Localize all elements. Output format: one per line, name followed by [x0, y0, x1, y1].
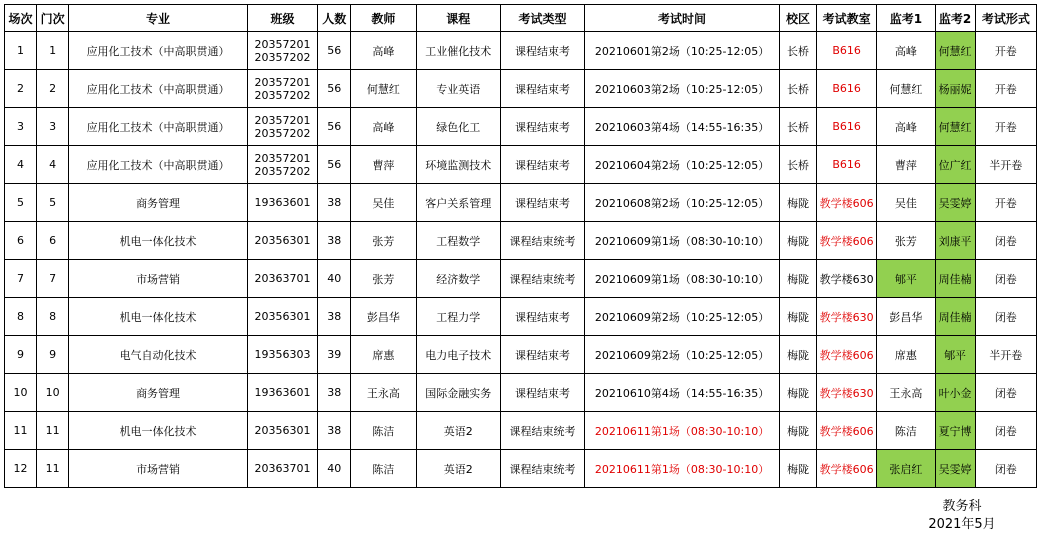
exam-room-cell: 教学楼630: [817, 298, 877, 336]
invigilator-2-cell: 杨丽妮: [935, 70, 975, 108]
invigilator-2-cell: 何慧红: [935, 32, 975, 70]
teacher-cell: 吴佳: [351, 184, 416, 222]
exam-time-cell: 20210610第4场（14:55-16:35）: [585, 374, 780, 412]
exam-time-cell: 20210603第4场（14:55-16:35）: [585, 108, 780, 146]
major-cell: 机电一体化技术: [69, 412, 248, 450]
campus-cell: 梅陇: [779, 260, 816, 298]
exam-room-cell: 教学楼630: [817, 260, 877, 298]
exam-type-cell: 课程结束考: [500, 298, 584, 336]
campus-cell: 梅陇: [779, 222, 816, 260]
session-cell: 10: [5, 374, 37, 412]
student-count-cell: 40: [318, 260, 351, 298]
exam-time-cell: 20210609第2场（10:25-12:05）: [585, 298, 780, 336]
class-code: 19356303: [254, 348, 311, 361]
exam-type-cell: 课程结束考: [500, 184, 584, 222]
student-count-cell: 39: [318, 336, 351, 374]
header-cell: 考试教室: [817, 5, 877, 32]
class-code: 20357201: [254, 75, 311, 89]
major-cell: 市场营销: [69, 450, 248, 488]
class-code: 20356301: [254, 424, 311, 437]
exam-form-cell: 闭卷: [975, 260, 1036, 298]
exam-room-cell: 教学楼606: [817, 412, 877, 450]
invigilator-2-cell: 郇平: [935, 336, 975, 374]
class-cell: [247, 412, 317, 450]
invigilator-1-cell: 席惠: [877, 336, 935, 374]
course-number-cell: 7: [37, 260, 69, 298]
major-cell: 商务管理: [69, 184, 248, 222]
exam-room-cell: B616: [817, 146, 877, 184]
exam-room-cell: 教学楼606: [817, 184, 877, 222]
exam-type-cell: 课程结束考: [500, 70, 584, 108]
exam-room-cell: 教学楼606: [817, 222, 877, 260]
exam-time-cell: 20210609第1场（08:30-10:10）: [585, 260, 780, 298]
exam-form-cell: 半开卷: [975, 146, 1036, 184]
header-cell: 校区: [779, 5, 816, 32]
class-cell: [247, 146, 317, 184]
exam-type-cell: 课程结束考: [500, 32, 584, 70]
session-cell: 7: [5, 260, 37, 298]
invigilator-2-cell: 叶小金: [935, 374, 975, 412]
exam-form-cell: 半开卷: [975, 336, 1036, 374]
teacher-cell: 彭昌华: [351, 298, 416, 336]
session-cell: 8: [5, 298, 37, 336]
teacher-cell: 王永高: [351, 374, 416, 412]
header-cell: 门次: [37, 5, 69, 32]
course-cell: 专业英语: [416, 70, 500, 108]
exam-time-cell: 20210609第2场（10:25-12:05）: [585, 336, 780, 374]
exam-type-cell: 课程结束统考: [500, 412, 584, 450]
header-cell: 教师: [351, 5, 416, 32]
class-cell: [247, 260, 317, 298]
table-body: [5, 32, 1037, 488]
campus-cell: 长桥: [779, 146, 816, 184]
invigilator-2-cell: 吴雯婷: [935, 184, 975, 222]
major-cell: 应用化工技术（中高职贯通）: [69, 146, 248, 184]
teacher-cell: 高峰: [351, 108, 416, 146]
teacher-cell: 曹萍: [351, 146, 416, 184]
exam-form-cell: 闭卷: [975, 374, 1036, 412]
teacher-cell: 陈洁: [351, 450, 416, 488]
class-cell: [247, 70, 317, 108]
class-cell: [247, 298, 317, 336]
invigilator-1-cell: 高峰: [877, 32, 935, 70]
major-cell: 机电一体化技术: [69, 298, 248, 336]
class-cell: [247, 108, 317, 146]
invigilator-2-cell: 周佳楠: [935, 260, 975, 298]
exam-room-cell: 教学楼630: [817, 374, 877, 412]
exam-type-cell: 课程结束统考: [500, 260, 584, 298]
class-cell: [247, 336, 317, 374]
header-cell: 课程: [416, 5, 500, 32]
invigilator-2-cell: 何慧红: [935, 108, 975, 146]
course-number-cell: 5: [37, 184, 69, 222]
student-count-cell: 38: [318, 222, 351, 260]
invigilator-2-cell: 刘康平: [935, 222, 975, 260]
course-cell: 电力电子技术: [416, 336, 500, 374]
campus-cell: 梅陇: [779, 374, 816, 412]
class-cell: [247, 32, 317, 70]
table-row: [5, 108, 1037, 146]
invigilator-1-cell: 张芳: [877, 222, 935, 260]
course-cell: 工程数学: [416, 222, 500, 260]
session-cell: 12: [5, 450, 37, 488]
course-number-cell: 2: [37, 70, 69, 108]
exam-form-cell: 闭卷: [975, 222, 1036, 260]
major-cell: 应用化工技术（中高职贯通）: [69, 32, 248, 70]
campus-cell: 长桥: [779, 32, 816, 70]
class-code: 20363701: [254, 462, 311, 475]
exam-form-cell: 闭卷: [975, 412, 1036, 450]
invigilator-2-cell: 周佳楠: [935, 298, 975, 336]
student-count-cell: 38: [318, 184, 351, 222]
invigilator-1-cell: 王永高: [877, 374, 935, 412]
teacher-cell: 陈洁: [351, 412, 416, 450]
course-cell: 英语2: [416, 450, 500, 488]
header-cell: 考试时间: [585, 5, 780, 32]
exam-form-cell: 闭卷: [975, 450, 1036, 488]
course-cell: 工程力学: [416, 298, 500, 336]
course-cell: 工业催化技术: [416, 32, 500, 70]
class-code: 20357202: [254, 50, 311, 64]
campus-cell: 梅陇: [779, 184, 816, 222]
class-cell: [247, 184, 317, 222]
session-cell: 3: [5, 108, 37, 146]
exam-time-cell: 20210603第2场（10:25-12:05）: [585, 70, 780, 108]
table-row: [5, 32, 1037, 70]
course-number-cell: 8: [37, 298, 69, 336]
campus-cell: 梅陇: [779, 412, 816, 450]
header-row: [5, 5, 1037, 32]
campus-cell: 长桥: [779, 70, 816, 108]
header-cell: 人数: [318, 5, 351, 32]
class-code: 20363701: [254, 272, 311, 285]
invigilator-1-cell: 何慧红: [877, 70, 935, 108]
teacher-cell: 高峰: [351, 32, 416, 70]
invigilator-1-cell: 陈洁: [877, 412, 935, 450]
class-code: 20357202: [254, 126, 311, 140]
course-cell: 环境监测技术: [416, 146, 500, 184]
exam-room-cell: B616: [817, 70, 877, 108]
footer-date: 2021年5月: [928, 517, 996, 532]
table-row: [5, 146, 1037, 184]
exam-time-cell: 20210601第2场（10:25-12:05）: [585, 32, 780, 70]
course-number-cell: 6: [37, 222, 69, 260]
class-code: 20357201: [254, 151, 311, 165]
exam-time-cell: 20210611第1场（08:30-10:10）: [585, 412, 780, 450]
invigilator-2-cell: 位广红: [935, 146, 975, 184]
header-cell: 监考1: [877, 5, 935, 32]
exam-room-cell: B616: [817, 108, 877, 146]
invigilator-1-cell: 郇平: [877, 260, 935, 298]
table-row: [5, 336, 1037, 374]
major-cell: 应用化工技术（中高职贯通）: [69, 70, 248, 108]
major-cell: 市场营销: [69, 260, 248, 298]
major-cell: 应用化工技术（中高职贯通）: [69, 108, 248, 146]
teacher-cell: 何慧红: [351, 70, 416, 108]
invigilator-1-cell: 张启红: [877, 450, 935, 488]
table-row: [5, 70, 1037, 108]
invigilator-1-cell: 高峰: [877, 108, 935, 146]
major-cell: 机电一体化技术: [69, 222, 248, 260]
course-cell: 绿色化工: [416, 108, 500, 146]
campus-cell: 梅陇: [779, 450, 816, 488]
header-cell: 班级: [247, 5, 317, 32]
course-number-cell: 11: [37, 412, 69, 450]
exam-time-cell: 20210611第1场（08:30-10:10）: [585, 450, 780, 488]
student-count-cell: 38: [318, 298, 351, 336]
session-cell: 2: [5, 70, 37, 108]
course-number-cell: 4: [37, 146, 69, 184]
class-code: 20356301: [254, 310, 311, 323]
class-code: 20357202: [254, 164, 311, 178]
exam-form-cell: 开卷: [975, 70, 1036, 108]
footer-department: 教务科: [942, 499, 982, 514]
course-cell: 经济数学: [416, 260, 500, 298]
exam-time-cell: 20210608第2场（10:25-12:05）: [585, 184, 780, 222]
session-cell: 1: [5, 32, 37, 70]
table-row: [5, 184, 1037, 222]
major-cell: 电气自动化技术: [69, 336, 248, 374]
exam-schedule-table: [4, 4, 1037, 488]
invigilator-1-cell: 曹萍: [877, 146, 935, 184]
header-cell: 考试类型: [500, 5, 584, 32]
table-row: [5, 260, 1037, 298]
table-row: [5, 412, 1037, 450]
class-cell: [247, 450, 317, 488]
invigilator-1-cell: 彭昌华: [877, 298, 935, 336]
student-count-cell: 56: [318, 70, 351, 108]
session-cell: 6: [5, 222, 37, 260]
exam-type-cell: 课程结束考: [500, 108, 584, 146]
table-row: [5, 222, 1037, 260]
session-cell: 11: [5, 412, 37, 450]
exam-room-cell: 教学楼606: [817, 450, 877, 488]
class-code: 20357201: [254, 113, 311, 127]
course-cell: 国际金融实务: [416, 374, 500, 412]
exam-type-cell: 课程结束考: [500, 374, 584, 412]
campus-cell: 梅陇: [779, 336, 816, 374]
exam-room-cell: 教学楼606: [817, 336, 877, 374]
student-count-cell: 56: [318, 108, 351, 146]
exam-time-cell: 20210604第2场（10:25-12:05）: [585, 146, 780, 184]
invigilator-2-cell: 吴雯婷: [935, 450, 975, 488]
exam-type-cell: 课程结束考: [500, 336, 584, 374]
table-row: [5, 298, 1037, 336]
teacher-cell: 张芳: [351, 222, 416, 260]
campus-cell: 长桥: [779, 108, 816, 146]
header-cell: 场次: [5, 5, 37, 32]
student-count-cell: 56: [318, 32, 351, 70]
class-cell: [247, 374, 317, 412]
exam-form-cell: 开卷: [975, 108, 1036, 146]
exam-form-cell: 开卷: [975, 32, 1036, 70]
course-number-cell: 1: [37, 32, 69, 70]
class-code: 20357201: [254, 37, 311, 51]
student-count-cell: 56: [318, 146, 351, 184]
header-cell: 监考2: [935, 5, 975, 32]
course-cell: 英语2: [416, 412, 500, 450]
table-row: [5, 450, 1037, 488]
class-code: 20356301: [254, 234, 311, 247]
course-number-cell: 9: [37, 336, 69, 374]
campus-cell: 梅陇: [779, 298, 816, 336]
student-count-cell: 38: [318, 412, 351, 450]
major-cell: 商务管理: [69, 374, 248, 412]
header-cell: 专业: [69, 5, 248, 32]
table-row: [5, 374, 1037, 412]
class-cell: [247, 222, 317, 260]
teacher-cell: 张芳: [351, 260, 416, 298]
exam-room-cell: B616: [817, 32, 877, 70]
class-code: 19363601: [254, 386, 311, 399]
course-number-cell: 10: [37, 374, 69, 412]
exam-type-cell: 课程结束统考: [500, 450, 584, 488]
class-code: 19363601: [254, 196, 311, 209]
header-cell: 考试形式: [975, 5, 1036, 32]
session-cell: 9: [5, 336, 37, 374]
teacher-cell: 席惠: [351, 336, 416, 374]
exam-form-cell: 开卷: [975, 184, 1036, 222]
session-cell: 4: [5, 146, 37, 184]
invigilator-1-cell: 吴佳: [877, 184, 935, 222]
exam-time-cell: 20210609第1场（08:30-10:10）: [585, 222, 780, 260]
course-number-cell: 11: [37, 450, 69, 488]
exam-form-cell: 闭卷: [975, 298, 1036, 336]
course-cell: 客户关系管理: [416, 184, 500, 222]
session-cell: 5: [5, 184, 37, 222]
course-number-cell: 3: [37, 108, 69, 146]
class-code: 20357202: [254, 88, 311, 102]
invigilator-2-cell: 夏宁博: [935, 412, 975, 450]
exam-type-cell: 课程结束统考: [500, 222, 584, 260]
exam-type-cell: 课程结束考: [500, 146, 584, 184]
student-count-cell: 40: [318, 450, 351, 488]
student-count-cell: 38: [318, 374, 351, 412]
